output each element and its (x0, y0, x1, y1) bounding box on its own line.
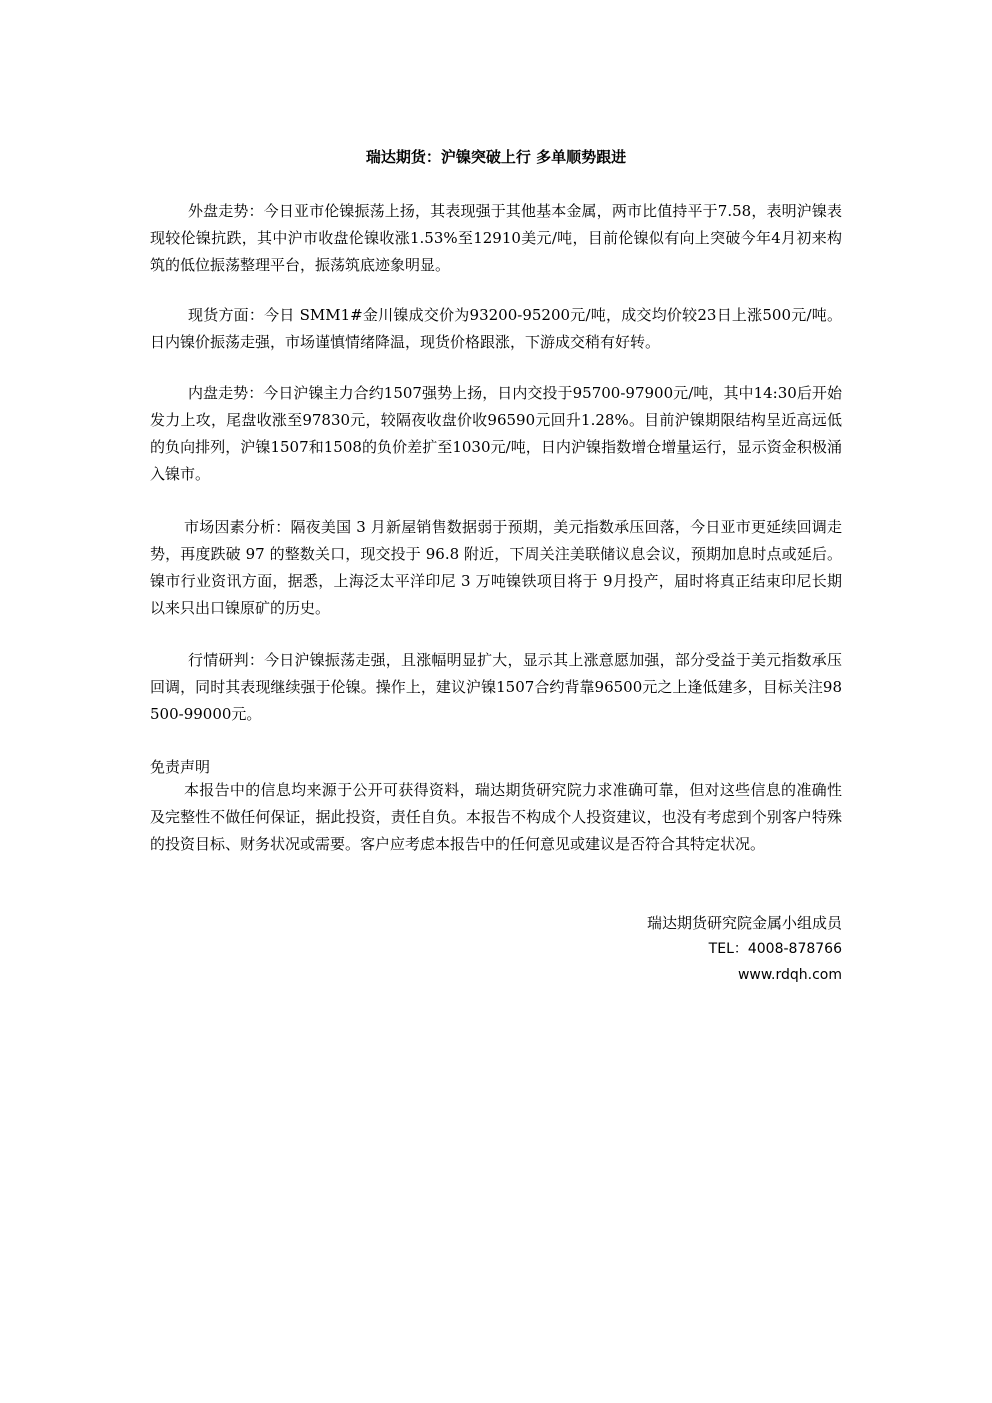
section-domestic-market: 内盘走势：今日沪镍主力合约1507强势上扬，日内交投于95700-97900元/吨，其中14:30后开始发力上攻，尾盘收涨至97830元，较隔夜收盘价收96590元回升1.28%。目前沪镍期限结构呈近高远低的负向排列，沪镍1507和1508的负价差扩至1030元/吨，日内沪镍指数增仓增量运行，显示资金积极涌入镍市。 (150, 384, 842, 483)
signature-team: 瑞达期货研究院金属小组成员 (646, 914, 842, 932)
disclaimer-body: 本报告中的信息均来源于公开可获得资料，瑞达期货研究院力求准确可靠，但对这些信息的准确性及完整性不做任何保证，据此投资，责任自负。本报告不构成个人投资建议，也没有考虑到个别客户特殊的投资目标、财务状况或需要。客户应考虑本报告中的任何意见或建议是否符合其特定状况。 (150, 781, 842, 853)
signature-website: www.rdqh.com (737, 967, 842, 983)
report-title: 瑞达期货：沪镍突破上行 多单顺势跟进 (365, 148, 627, 166)
disclaimer-heading: 免责声明 (150, 758, 211, 776)
section-market-outlook: 行情研判：今日沪镍振荡走强，且涨幅明显扩大，显示其上涨意愿加强，部分受益于美元指数承压回调，同时其表现继续强于伦镍。操作上，建议沪镍1507合约背靠96500元之上逢低建多，目标关注98500-99000元。 (150, 651, 842, 723)
section-market-factors: 市场因素分析：隔夜美国 3 月新屋销售数据弱于预期，美元指数承压回落，今日亚市更延续回调走势，再度跌破 97 的整数关口，现交投于 96.8 附近，下周关注美联储议息会议，预期加息时点或延后。镍市行业资讯方面，据悉，上海泛太平洋印尼 3 万吨镍铁项目将于 9月投产，届时将真正结束印尼长期以来只出口镍原矿的历史。 (150, 518, 842, 617)
section-overseas-market: 外盘走势：今日亚市伦镍振荡上扬，其表现强于其他基本金属，两市比值持平于7.58，表明沪镍表现较伦镍抗跌，其中沪市收盘伦镍收涨1.53%至12910美元/吨，目前伦镍似有向上突破今年4月初来构筑的低位振荡整理平台，振荡筑底迹象明显。 (150, 202, 842, 274)
section-spot-market: 现货方面：今日 SMM1#金川镍成交价为93200-95200元/吨，成交均价较23日上涨500元/吨。日内镍价振荡走强，市场谨慎情绪降温，现货价格跟涨，下游成交稍有好转。 (150, 306, 842, 351)
signature-phone: TEL：4008-878766 (708, 941, 842, 957)
